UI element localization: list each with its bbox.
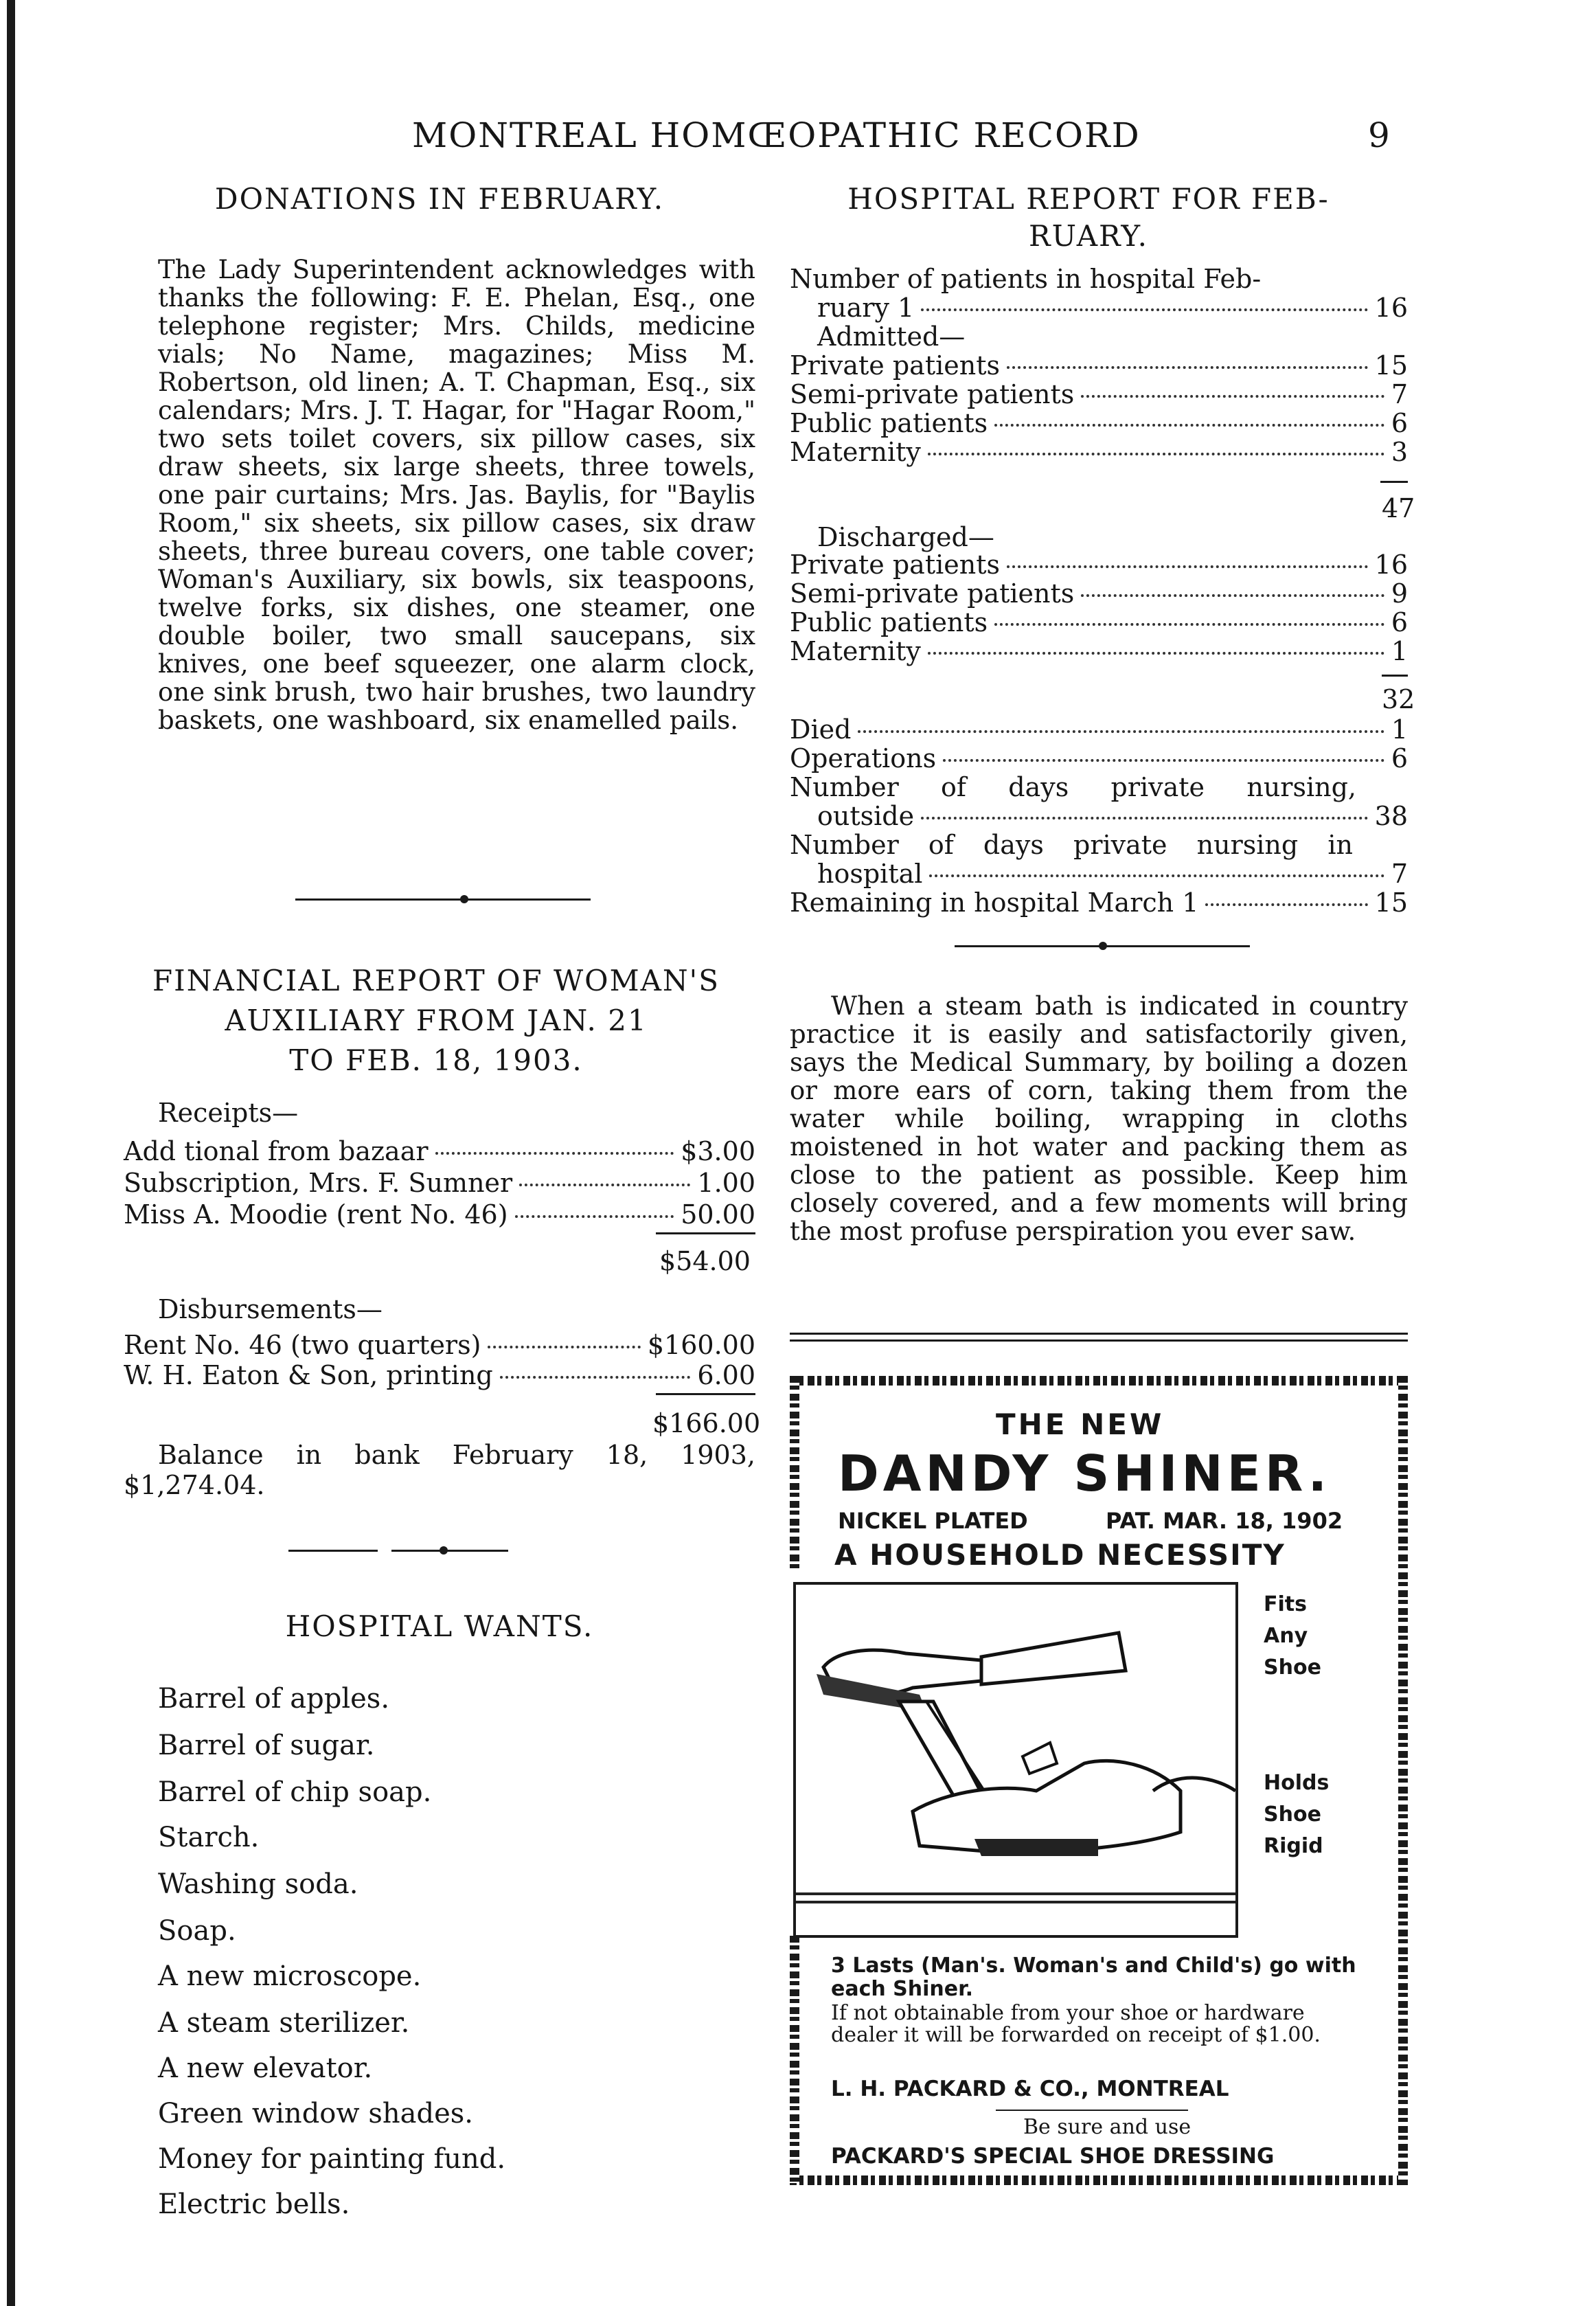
ornamental-border — [790, 1936, 799, 2183]
ad-company: L. H. PACKARD & CO., MONTREAL — [831, 2077, 1229, 2101]
ad-lasts: 3 Lasts (Man's. Woman's and Child's) go with each Shiner. — [831, 1954, 1356, 2001]
admitted-label: Admitted— — [817, 321, 966, 352]
receipt-label: Miss A. Moodie (rent No. 46) — [124, 1199, 508, 1230]
want-item: Green window shades. — [158, 2098, 473, 2129]
sum-rule — [1382, 675, 1408, 677]
page-edge-bar — [7, 0, 15, 2306]
page-number: 9 — [1368, 115, 1390, 155]
divider-ornament — [440, 1546, 448, 1555]
disbursements-total: $166.00 — [652, 1408, 761, 1438]
ad-obtain: If not obtainable from your shoe or hardware dealer it will be forwarded on receipt of $1.00. — [831, 2001, 1321, 2047]
receipt-value: 50.00 — [681, 1199, 755, 1230]
report-label: outside — [817, 801, 915, 831]
report-row — [790, 714, 1408, 745]
disbursement-label: Rent No. 46 (two quarters) — [124, 1330, 481, 1360]
donations-heading: DONATIONS IN FEBRUARY. — [214, 182, 665, 216]
discharged-label: Discharged— — [817, 522, 994, 552]
receipt-row — [124, 1136, 755, 1166]
want-item: A new elevator. — [158, 2053, 373, 2084]
ornamental-border — [790, 2175, 1408, 2185]
ad-be-sure: Be sure and use — [1023, 2115, 1192, 2139]
report-label: Maternity — [790, 437, 921, 467]
report-label: Maternity — [790, 636, 921, 666]
financial-heading-line2: AUXILIARY FROM JAN. 21 — [225, 1004, 648, 1037]
report-label: Died — [790, 714, 852, 745]
side-note-line: Holds — [1264, 1771, 1330, 1795]
report-row — [790, 636, 1408, 666]
divider-ornament — [460, 895, 468, 903]
want-item: Barrel of sugar. — [158, 1730, 375, 1761]
ad-illustration-frame — [793, 1582, 1238, 1938]
financial-heading-line1: FINANCIAL REPORT OF WOMAN'S — [152, 964, 720, 997]
report-value: 16 — [1374, 550, 1408, 580]
report-value: 3 — [1391, 437, 1408, 467]
ad-nickel-plated: NICKEL PLATED — [838, 1508, 1028, 1534]
report-value: 16 — [1374, 293, 1408, 323]
report-heading-line2: RUARY. — [1028, 219, 1149, 253]
steam-bath-text: When a steam bath is indicated in country practice it is easily and satisfactorily given, says the Medical Summary, by boiling a dozen or more ears of corn, taking them from the water while boiling, wrapping in cloths moistened in hot water and packing them as close to the patient as possible. Keep him closely covered, and a few moments will bring the most profuse perspiration you ever saw. — [790, 991, 1408, 1246]
sum-rule — [656, 1232, 755, 1234]
receipt-label: Subscription, Mrs. F. Sumner — [124, 1168, 513, 1198]
report-value: 1 — [1391, 714, 1408, 745]
divider-ornament — [1099, 942, 1107, 950]
report-row — [790, 607, 1408, 637]
ornamental-border — [790, 1376, 1408, 1386]
report-value: 7 — [1391, 859, 1408, 889]
report-label: Public patients — [790, 408, 988, 438]
disbursement-label: W. H. Eaton & Son, printing — [124, 1360, 493, 1390]
report-row — [817, 859, 1408, 889]
report-label: ruary 1 — [817, 293, 915, 323]
report-value: 6 — [1391, 607, 1408, 637]
report-value: 15 — [1374, 888, 1408, 918]
want-item: Washing soda. — [158, 1868, 358, 1900]
ad-shoe-dressing: PACKARD'S SPECIAL SHOE DRESSING — [831, 2144, 1275, 2169]
report-value: 6 — [1391, 743, 1408, 773]
ornamental-border — [1398, 1376, 1408, 2185]
wants-heading: HOSPITAL WANTS. — [285, 1609, 594, 1643]
ornamental-border — [790, 1376, 799, 1568]
report-value: 6 — [1391, 408, 1408, 438]
report-label: Semi-private patients — [790, 379, 1075, 409]
report-row — [790, 350, 1408, 381]
receipt-value: $3.00 — [681, 1136, 755, 1166]
section-divider — [288, 1550, 378, 1552]
shoe-shiner-illustration — [796, 1585, 1235, 1935]
sum-rule — [1380, 481, 1408, 483]
report-row — [790, 379, 1408, 409]
side-note-line: Shoe — [1264, 1655, 1321, 1680]
ad-tagline: A HOUSEHOLD NECESSITY — [834, 1538, 1286, 1572]
disbursement-row — [124, 1360, 755, 1390]
side-note-line: Shoe — [1264, 1802, 1321, 1827]
ad-side-note-2 — [1264, 1767, 1329, 1862]
want-item: Barrel of apples. — [158, 1683, 390, 1715]
dandy-shiner-advertisement — [790, 1376, 1408, 2186]
report-label: Semi-private patients — [790, 578, 1075, 609]
disbursements-label: Disbursements— — [158, 1294, 383, 1324]
report-label: Private patients — [790, 550, 1000, 580]
side-note-line: Fits — [1264, 1592, 1307, 1616]
financial-heading-line3: TO FEB. 18, 1903. — [289, 1043, 583, 1077]
report-value: 7 — [1391, 379, 1408, 409]
want-item: Money for painting fund. — [158, 2143, 506, 2175]
want-item: Electric bells. — [158, 2189, 350, 2220]
section-divider — [391, 1550, 508, 1552]
report-value: 15 — [1374, 350, 1408, 381]
want-item: Starch. — [158, 1822, 260, 1853]
double-rule — [790, 1333, 1408, 1335]
balance-line1: Balance in bank February 18, 1903, — [158, 1440, 755, 1470]
report-row — [790, 408, 1408, 438]
section-divider — [295, 898, 591, 901]
report-heading-line1: HOSPITAL REPORT FOR FEB- — [847, 182, 1330, 216]
report-row — [817, 293, 1408, 323]
disbursement-row — [124, 1330, 755, 1360]
report-row — [790, 578, 1408, 609]
receipts-label: Receipts— — [158, 1098, 299, 1128]
report-value: 38 — [1374, 801, 1408, 831]
balance-line2: $1,274.04. — [124, 1470, 265, 1500]
discharged-total: 32 — [1382, 684, 1415, 714]
report-label: hospital — [817, 859, 923, 889]
report-label: Private patients — [790, 350, 1000, 381]
report-label: Remaining in hospital March 1 — [790, 888, 1199, 918]
want-item: A new microscope. — [158, 1960, 422, 1992]
admitted-total: 47 — [1382, 493, 1415, 523]
receipt-value: 1.00 — [697, 1168, 755, 1198]
want-item: Soap. — [158, 1915, 236, 1947]
ad-rule — [996, 2110, 1188, 2111]
outside-line1: Number of days private nursing, — [790, 772, 1356, 802]
report-value: 1 — [1391, 636, 1408, 666]
report-row — [790, 550, 1408, 580]
receipt-row — [124, 1168, 755, 1198]
ad-product-name: DANDY SHINER. — [838, 1445, 1331, 1502]
disbursement-value: $160.00 — [647, 1330, 755, 1360]
report-row — [790, 437, 1408, 467]
want-item: Barrel of chip soap. — [158, 1776, 432, 1808]
report-row — [817, 801, 1408, 831]
disbursement-value: 6.00 — [697, 1360, 755, 1390]
report-value: 9 — [1391, 578, 1408, 609]
patients-line1: Number of patients in hospital Feb- — [790, 264, 1262, 294]
inside-line1: Number of days private nursing in — [790, 830, 1353, 860]
receipt-row — [124, 1199, 755, 1230]
sum-rule — [656, 1393, 755, 1395]
receipt-label: Add tional from bazaar — [124, 1136, 429, 1166]
ad-the-new: THE NEW — [996, 1408, 1165, 1441]
side-note-line: Rigid — [1264, 1834, 1323, 1858]
double-rule — [790, 1339, 1408, 1342]
report-label: Operations — [790, 743, 937, 773]
receipts-total: $54.00 — [659, 1246, 751, 1276]
report-label: Public patients — [790, 607, 988, 637]
ad-patent: PAT. MAR. 18, 1902 — [1106, 1508, 1343, 1534]
want-item: A steam sterilizer. — [158, 2007, 410, 2039]
running-header: MONTREAL HOMŒOPATHIC RECORD — [412, 115, 1141, 155]
report-row — [790, 743, 1408, 773]
ad-side-note-1 — [1264, 1589, 1321, 1684]
donations-text: The Lady Superintendent acknowledges with thanks the following: F. E. Phelan, Esq., one telephone register; Mrs. Childs, medicine vials; No Name, magazines; Miss M. Robertson, old linen; A. T. Chapman, Esq., six calendars; Mrs. J. T. Hagar, for "Hagar Room," two sets toilet covers, six pillow cases, six draw sheets, six large sheets, three towels, one pair curtains; Mrs. Jas. Baylis, for "Baylis Room," six sheets, six pillow cases, six draw sheets, three bureau covers, one table cover; Woman's Auxiliary, six bowls, six teaspoons, twelve forks, six dishes, one steamer, one double boiler, two small saucepans, six knives, one beef squeezer, one alarm clock, one sink brush, two hair brushes, two laundry baskets, one washboard, six enamelled pails. — [158, 255, 755, 735]
report-row — [790, 888, 1408, 918]
side-note-line: Any — [1264, 1624, 1308, 1648]
